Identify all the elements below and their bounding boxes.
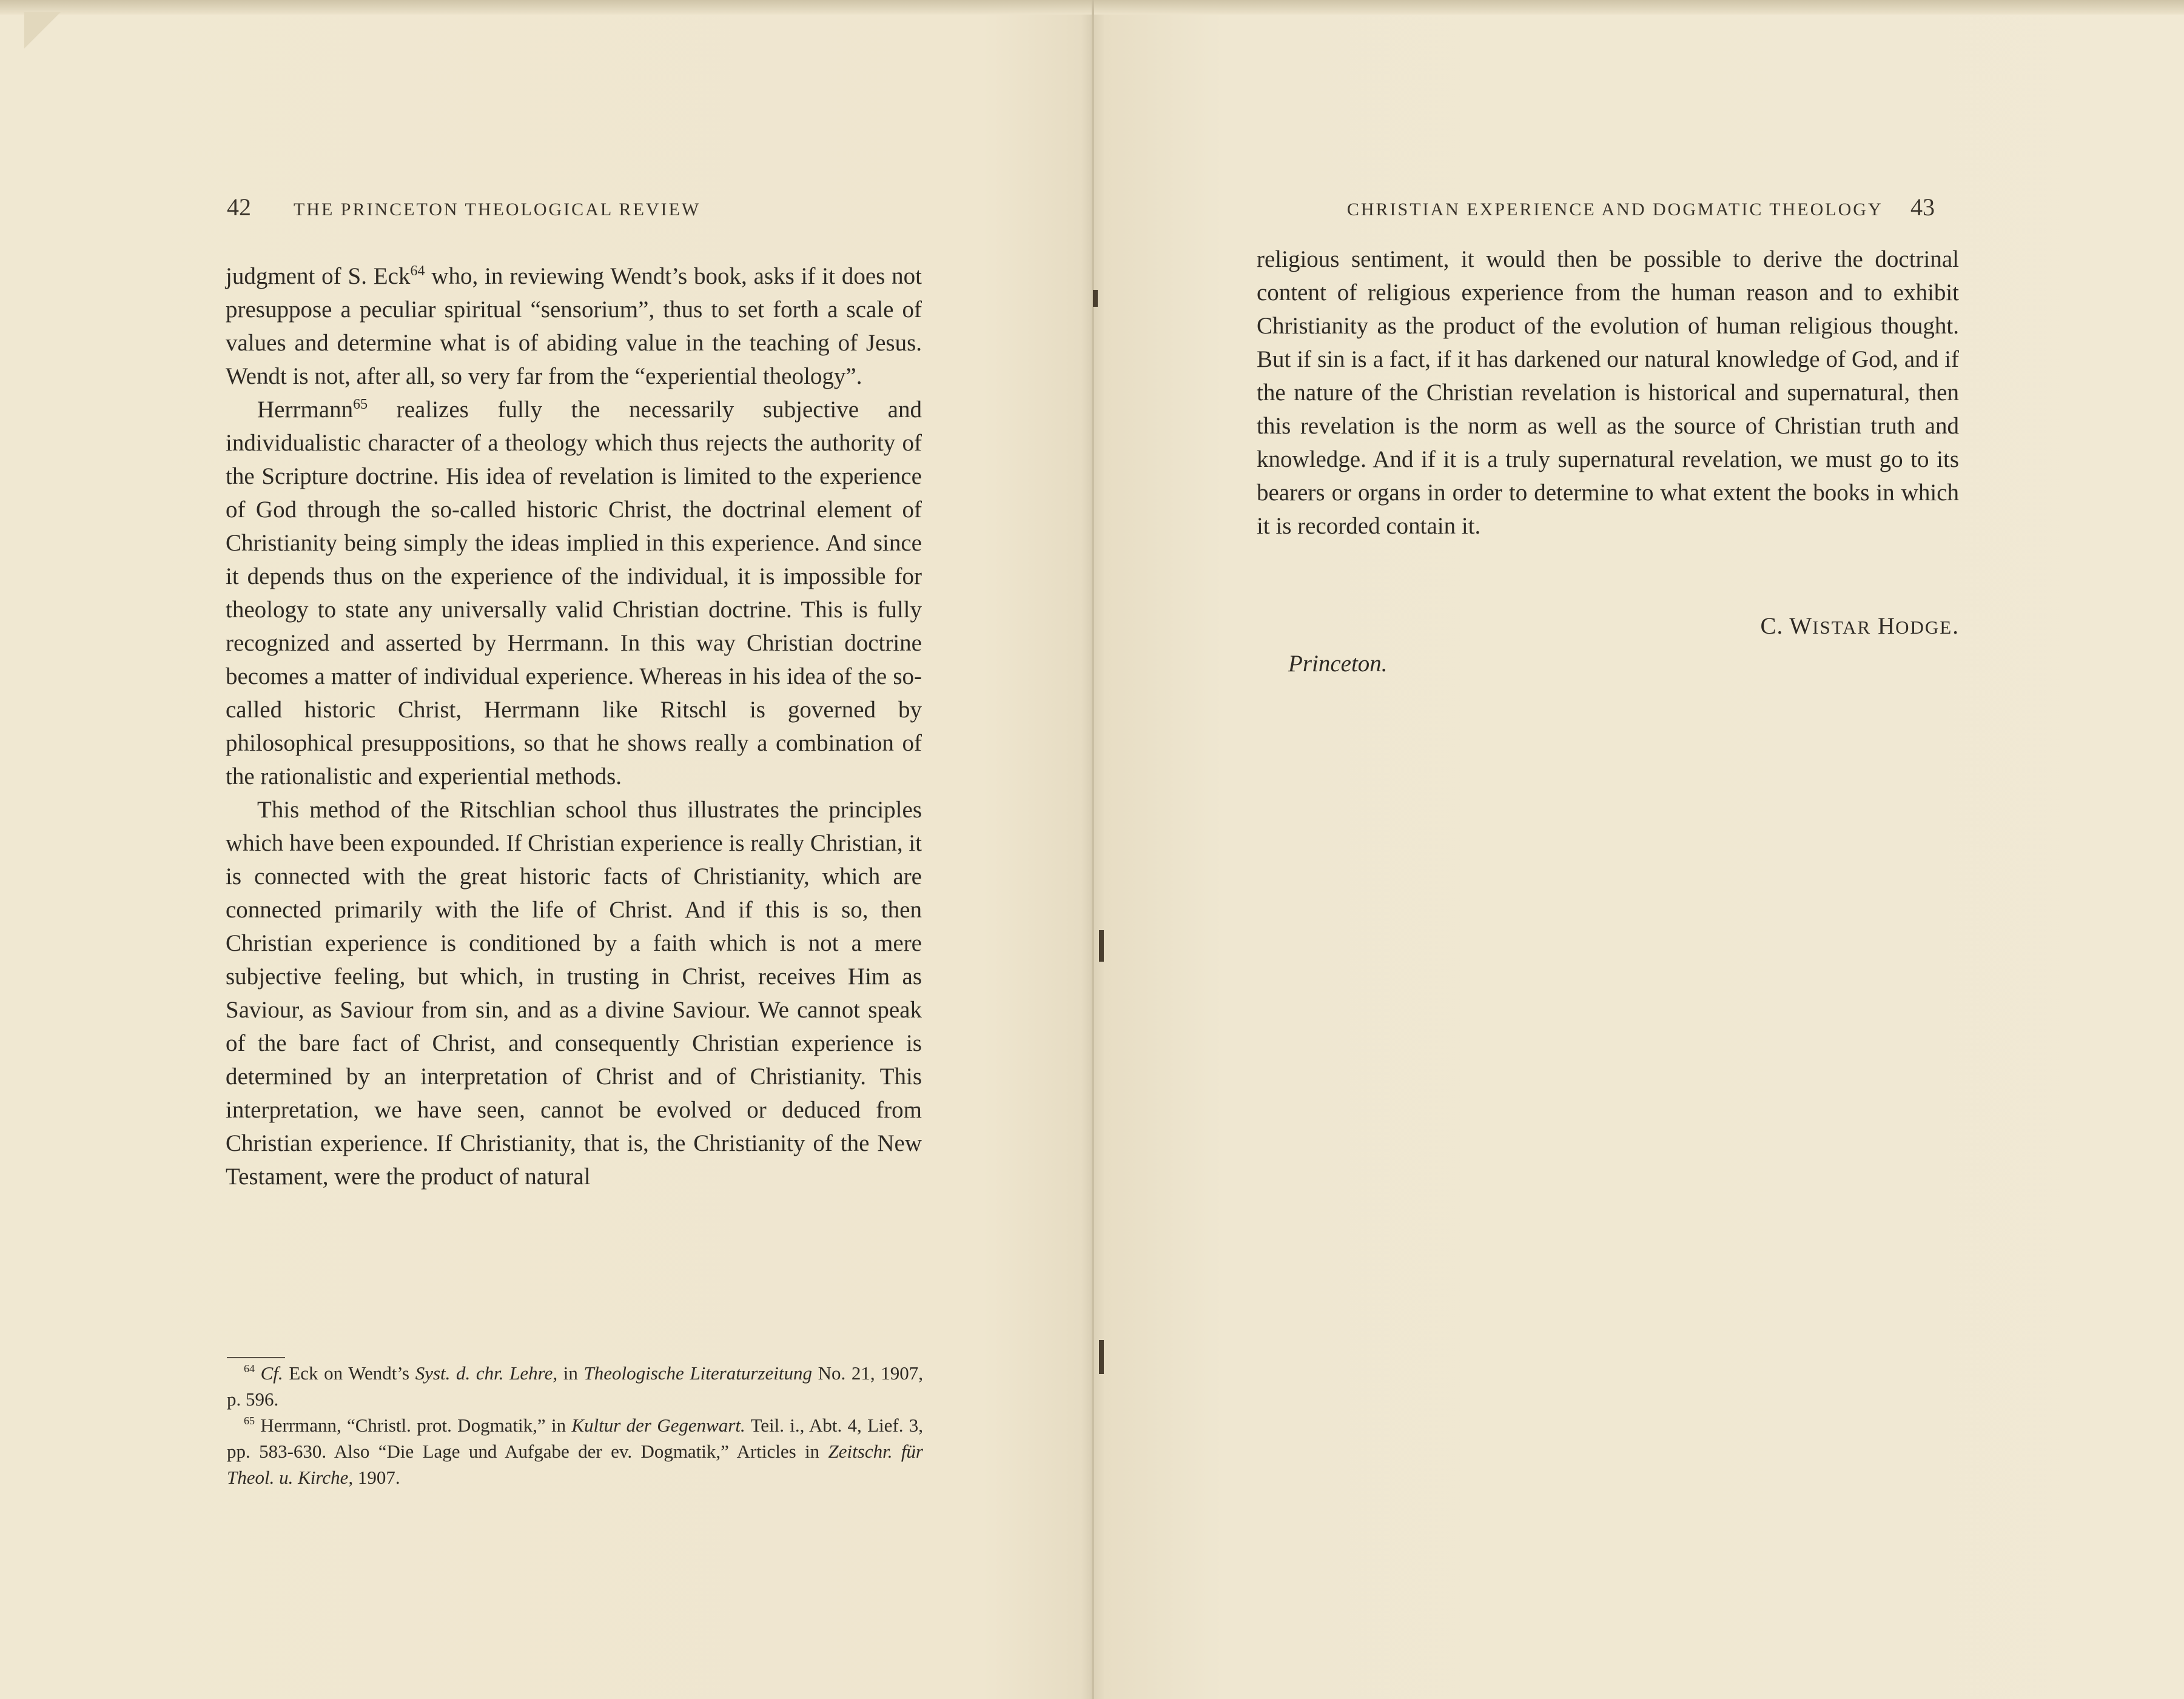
right-page-body-text <box>1257 243 1959 543</box>
text-run: in <box>557 1362 584 1384</box>
signature-part: . <box>1952 613 1959 639</box>
text-run: This method of the Ritschlian school thus illustrates the principles which have been expounded. If Christian experience is really Christian, it is connected with the great historic facts of Christianity, which are connected primarily with the life of Christ. And if this is so, then Christian experience is conditioned by a faith which is not a mere subjective feeling, but which, in trusting in Christ, receives Him as Saviour, as Saviour from sin, and as a divine Saviour. We cannot speak of the bare fact of Christ, and consequently Christian experience is determined by an interpretation of Christ and of Christianity. This interpretation, we have seen, cannot be evolved or deduced from Christian experience. If Christianity, that is, the Christianity of the New Testament, were the product of natural <box>226 797 922 1190</box>
paragraph <box>226 260 922 393</box>
place-line: Princeton. <box>1288 651 1388 677</box>
text-run: who, in reviewing Wendt’s book, asks if it does not presuppose a peculiar spiritual “sensorium”, thus to set forth a scale of values and determine what is of abiding value in the teaching of Jesus. Wendt is not, after all, so very far from the “experiential theology”. <box>226 263 922 389</box>
text-run: Herrmann, “Christl. prot. Dogmatik,” in <box>255 1415 572 1436</box>
italic-text: Zeitschr. für Theol. u. Kirche, <box>227 1441 923 1488</box>
signature-part: ODGE <box>1895 617 1953 638</box>
italic-text: Theologische Literaturzeitung <box>583 1362 812 1384</box>
text-run: judgment of S. Eck <box>226 263 411 289</box>
text-run: 1907. <box>353 1467 400 1488</box>
footnote-ref: 64 <box>410 263 425 279</box>
running-head-right <box>1304 193 1935 221</box>
italic-text: Cf. <box>255 1362 283 1384</box>
running-head-title: THE PRINCETON THEOLOGICAL REVIEW <box>293 199 701 219</box>
footnote <box>227 1412 923 1490</box>
footnote-ref: 65 <box>353 397 368 412</box>
footnotes <box>227 1360 923 1490</box>
running-head-title: CHRISTIAN EXPERIENCE AND DOGMATIC THEOLOGY <box>1346 199 1883 219</box>
footnote <box>227 1360 923 1412</box>
italic-text: Syst. d. chr. Lehre, <box>415 1362 558 1384</box>
italic-text: Kultur der Gegenwart. <box>571 1415 745 1436</box>
paragraph <box>226 793 922 1193</box>
running-head-left <box>227 193 924 221</box>
signature-part: ISTAR <box>1812 617 1872 638</box>
text-run: Eck on Wendt’s <box>283 1362 415 1384</box>
text-run: No. 21, 1907, p. 596. <box>227 1362 924 1410</box>
footnote-rule <box>227 1357 285 1358</box>
left-page-body-text <box>226 260 922 1193</box>
signature-part: H <box>1871 613 1896 639</box>
text-run: Teil. i., Abt. 4, Lief. 3, pp. 583-630. Also “Die Lage und Aufgabe der ev. Dogmatik,” Articles in <box>227 1415 923 1462</box>
right-page <box>1094 0 2184 1699</box>
text-run: religious sentiment, it would then be possible to derive the doctrinal content of religious experience from the human reason and to exhibit Christianity as the product of the evolution of human religious thought. But if sin is a fact, if it has darkened our natural knowledge of God, and if the nature of the Christian revelation is historical and supernatural, then this revelation is the norm as well as the source of Christian truth and knowledge. And if it is a truly supernatural revelation, we must go to its bearers or organs in order to determine to what extent the books in which it is recorded contain it. <box>1257 246 1959 539</box>
text-run: realizes fully the necessarily subjective and individualistic character of a theology which thus rejects the authority of the Scripture doctrine. His idea of revelation is limited to the experience of God through the so-called historic Christ, the doctrinal element of Christianity being simply the ideas implied in this experience. And since it depends thus on the experience of the individual, it is impossible for theology to state any universally valid Christian doctrine. This is fully recognized and asserted by Herrmann. In this way Christian doctrine becomes a matter of individual experience. Whereas in his idea of the so-called historic Christ, Herrmann like Ritschl is governed by philosophical presuppositions, so that he shows really a combination of the rationalistic and experiential methods. <box>226 397 922 789</box>
author-signature <box>1257 612 1959 640</box>
footnote-ref: 64 <box>244 1362 255 1375</box>
footnote-ref: 65 <box>244 1415 255 1427</box>
page-number: 42 <box>227 193 251 221</box>
text-run: Herrmann <box>257 397 354 423</box>
page-number: 43 <box>1910 193 1935 221</box>
signature-part: C. W <box>1760 613 1813 639</box>
paragraph <box>1257 243 1959 543</box>
paragraph <box>226 393 922 793</box>
